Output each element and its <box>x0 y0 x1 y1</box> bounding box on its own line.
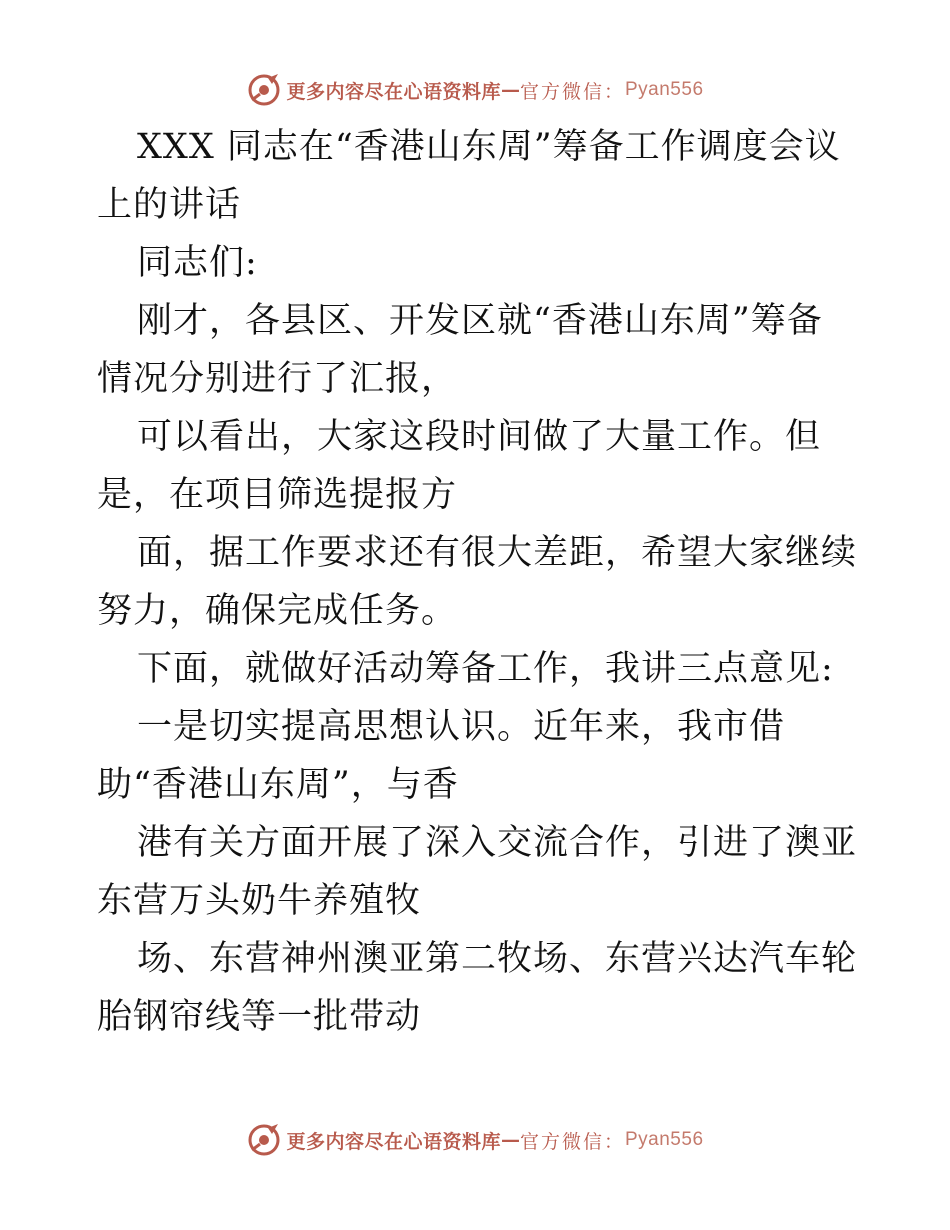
paragraph: 一是切实提高思想认识。近年来，我市借助“香港山东周”，与香 <box>97 707 786 805</box>
watermark-separator: — <box>500 79 520 101</box>
paragraph: 下面，就做好活动筹备工作，我讲三点意见: <box>137 649 834 689</box>
header-watermark <box>0 70 950 110</box>
paragraph: 面，据工作要求还有很大差距，希望大家继续努力，确保完成任务。 <box>97 533 858 631</box>
watermark-wechat-label: 官方微信： <box>519 80 625 103</box>
paragraph: 刚才，各县区、开发区就“香港山东周”筹备情况分别进行了汇报， <box>97 301 823 399</box>
logo-icon <box>246 1122 282 1158</box>
document-body <box>97 118 857 1046</box>
paragraph: 场、东营神州澳亚第二牧场、东营兴达汽车轮胎钢帘线等一批带动 <box>97 939 858 1037</box>
document-title: XXX 同志在“香港山东周”筹备工作调度会议上的讲话 <box>97 127 841 225</box>
paragraph: 同志们: <box>137 243 258 283</box>
watermark-wechat-id: Pyan556 <box>625 79 704 100</box>
footer-watermark <box>0 1120 950 1160</box>
watermark-wechat-id: Pyan556 <box>625 1129 704 1150</box>
watermark-brand: 更多内容尽在心语资料库 <box>286 1130 501 1153</box>
logo-icon <box>246 72 282 108</box>
watermark-brand: 更多内容尽在心语资料库 <box>286 80 501 103</box>
watermark-wechat-label: 官方微信： <box>519 1130 625 1153</box>
paragraph: 可以看出，大家这段时间做了大量工作。但是，在项目筛选提报方 <box>97 417 822 515</box>
watermark-separator: — <box>500 1129 520 1151</box>
paragraph: 港有关方面开展了深入交流合作，引进了澳亚东营万头奶牛养殖牧 <box>97 823 858 921</box>
